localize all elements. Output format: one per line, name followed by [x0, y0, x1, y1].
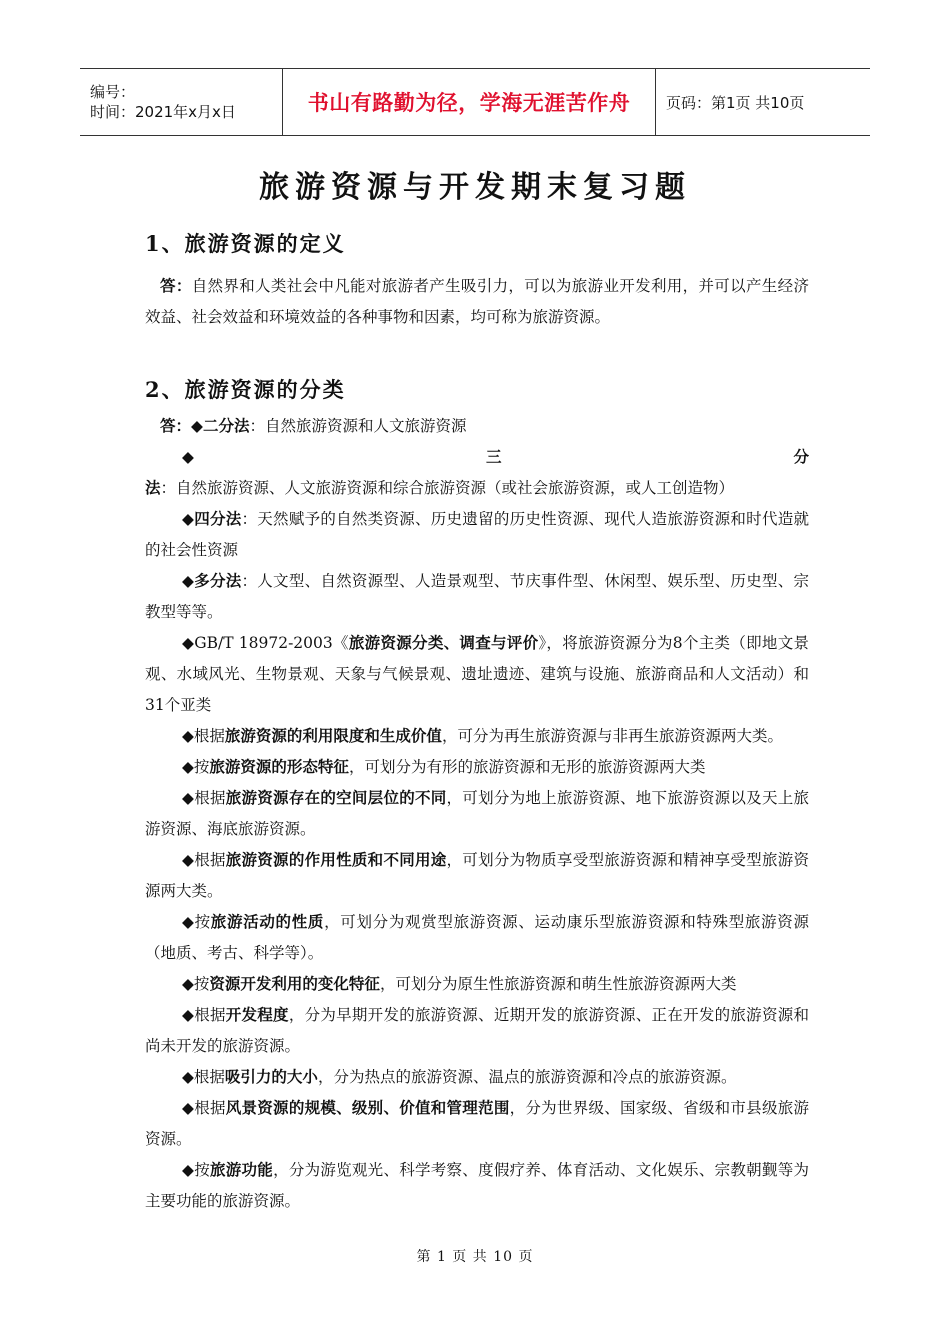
- header-meta: [80, 69, 282, 135]
- section-heading-classification: 2、旅游资源的分类: [145, 377, 346, 402]
- document-number-label: 编号：: [90, 83, 136, 101]
- list-item: ◆根据吸引力的大小，分为热点的旅游资源、温点的旅游资源和冷点的旅游资源。: [182, 1068, 737, 1086]
- answer-label: 答：: [160, 277, 192, 295]
- list-item: ◆按旅游活动的性质，可划分为观赏型旅游资源、运动康乐型旅游资源和特殊型旅游资源（地质、考古、科学等）。: [145, 913, 809, 962]
- list-item: 答：◆二分法：自然旅游资源和人文旅游资源: [160, 417, 467, 435]
- header-motto: 书山有路勤为径，学海无涯苦作舟: [307, 91, 631, 115]
- page-header: [80, 68, 870, 136]
- list-item: ◆GB/T 18972-2003《旅游资源分类、调查与评价》，将旅游资源分为8个主类（即地文景观、水域风光、生物景观、天象与气候景观、遗址遗迹、建筑与设施、旅游商品和人文活动）和31个亚类: [145, 634, 809, 714]
- list-item: ◆根据旅游资源存在的空间层位的不同，可划分为地上旅游资源、地下旅游资源以及天上旅游资源、海底旅游资源。: [145, 789, 809, 838]
- list-item: ◆根据风景资源的规模、级别、价值和管理范围，分为世界级、国家级、省级和市县级旅游资源。: [145, 1099, 809, 1148]
- header-page-info: 页码：第1页 共10页: [666, 93, 805, 112]
- document-title: 旅游资源与开发期末复习题: [259, 170, 691, 205]
- list-item: ◆按旅游功能，分为游览观光、科学考察、度假疗养、体育活动、文化娱乐、宗教朝觐等为主要功能的旅游资源。: [145, 1161, 809, 1210]
- section-definition-answer: [145, 271, 809, 333]
- classification-list: [145, 411, 809, 1217]
- list-item: ◆四分法：天然赋予的自然类资源、历史遗留的历史性资源、现代人造旅游资源和时代造就的社会性资源: [145, 510, 809, 559]
- document-time-label: 时间：2021年x月x日: [90, 103, 236, 121]
- header-motto-cell: [282, 69, 656, 135]
- list-item: ◆多分法：人文型、自然资源型、人造景观型、节庆事件型、休闲型、娱乐型、历史型、宗教型等等。: [145, 572, 809, 621]
- page-footer: 第 1 页 共 10 页: [416, 1249, 534, 1265]
- list-item: ◆根据旅游资源的作用性质和不同用途，可划分为物质享受型旅游资源和精神享受型旅游资源两大类。: [145, 851, 809, 900]
- list-item: ◆按旅游资源的形态特征，可划分为有形的旅游资源和无形的旅游资源两大类: [182, 758, 706, 776]
- section-heading-definition: 1、旅游资源的定义: [145, 231, 346, 256]
- list-item: ◆根据旅游资源的利用限度和生成价值，可分为再生旅游资源与非再生旅游资源两大类。: [182, 727, 783, 745]
- list-item: ◆按资源开发利用的变化特征，可划分为原生性旅游资源和萌生性旅游资源两大类: [182, 975, 737, 993]
- list-item: ◆根据开发程度，分为早期开发的旅游资源、近期开发的旅游资源、正在开发的旅游资源和尚未开发的旅游资源。: [145, 1006, 809, 1055]
- answer-text: 自然界和人类社会中凡能对旅游者产生吸引力，可以为旅游业开发利用，并可以产生经济效益、社会效益和环境效益的各种事物和因素，均可称为旅游资源。: [145, 277, 809, 326]
- answer-label: 答：: [160, 417, 192, 435]
- list-item: ◆三分法：自然旅游资源、人文旅游资源和综合旅游资源（或社会旅游资源，或人工创造物）: [145, 448, 809, 497]
